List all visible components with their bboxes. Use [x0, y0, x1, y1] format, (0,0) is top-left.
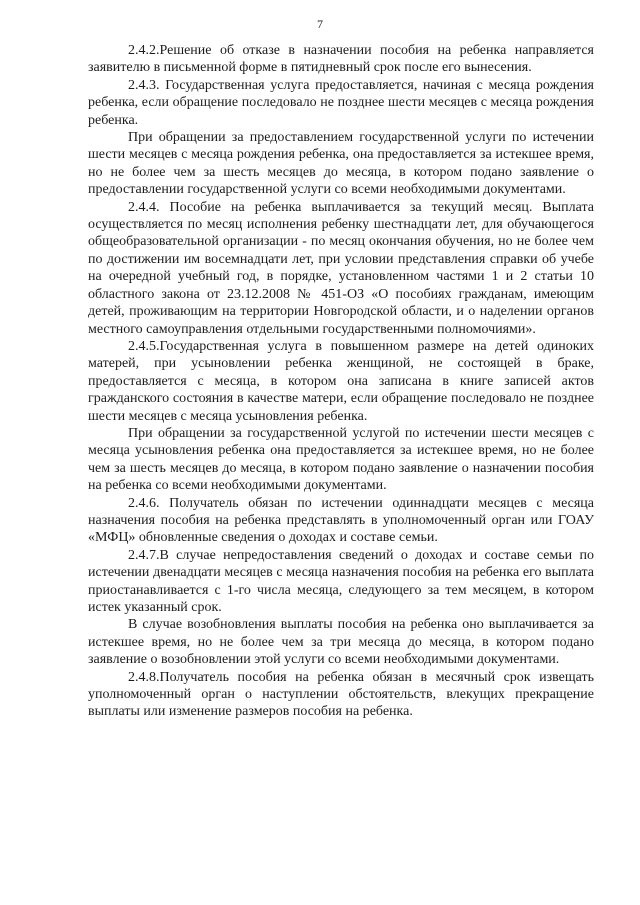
- document-body: [88, 42, 594, 721]
- paragraph-2-4-7: 2.4.7.В случае непредоставления сведений о доходах и составе семьи по истечении двенадцати месяцев с месяца назначения пособия на ребенка его выплата приостанавливается с 1-го числа месяца, следующего за тем месяцем, в котором истек указанный срок.: [88, 547, 594, 615]
- paragraph-2-4-5: 2.4.5.Государственная услуга в повышенном размере на детей одиноких матерей, при усыновлении ребенка женщиной, не состоящей в браке, предоставляется с месяца, в котором она записана в книге записей актов гражданского состояния в качестве матери, если обращение последовало не позднее шести месяцев с месяца усыновления ребенка.: [88, 338, 594, 424]
- paragraph-late-application-birth: При обращении за предоставлением государственной услуги по истечении шести месяцев с месяца рождения ребенка, она предоставляется за истекшее время, но не более чем за шесть месяцев до месяца, в котором подано заявление о предоставлении государственной услуги со всеми необходимыми документами.: [88, 130, 594, 198]
- paragraph-2-4-2: 2.4.2.Решение об отказе в назначении пособия на ребенка направляется заявителю в письменной форме в пятидневный срок после его вынесения.: [88, 43, 594, 76]
- page-number: 7: [317, 17, 323, 31]
- paragraph-2-4-3: 2.4.3. Государственная услуга предоставляется, начиная с месяца рождения ребенка, если обращение последовало не позднее шести месяцев с месяца рождения ребенка.: [88, 77, 594, 128]
- paragraph-2-4-8: 2.4.8.Получатель пособия на ребенка обязан в месячный срок извещать уполномоченный орган о наступлении обстоятельств, влекущих прекращение выплаты или изменение размеров пособия на ребенка.: [88, 669, 594, 720]
- paragraph-late-application-adoption: При обращении за государственной услугой по истечении шести месяцев с месяца усыновления ребенка она предоставляется за истекшее время, но не более чем за шесть месяцев до месяца, в котором подано заявление о назначении пособия на ребенка со всеми необходимыми документами.: [88, 425, 594, 494]
- paragraph-payment-resumption: В случае возобновления выплаты пособия на ребенка оно выплачивается за истекшее время, но не более чем за три месяца до месяца, в котором подано заявление о возобновлении этой услуги со всеми необходимыми документами.: [88, 617, 594, 668]
- paragraph-2-4-4: 2.4.4. Пособие на ребенка выплачивается за текущий месяц. Выплата осуществляется по месяц исполнения ребенку шестнадцати лет, для обучающегося общеобразовательной организации - по месяц окончания обучения, но не более чем по достижении им восемнадцати лет, при условии представления справки об учебе на очередной учебный год, в порядке, установленном частями 1 и 2 статьи 10 областного закона от 23.12.2008 № 451-ОЗ «О пособиях гражданам, имеющим детей, проживающим на территории Новгородской области, и о наделении органов местного самоуправления отдельными государственными полномочиями».: [88, 199, 594, 337]
- paragraph-2-4-6: 2.4.6. Получатель обязан по истечении одиннадцати месяцев с месяца назначения пособия на ребенка представлять в уполномоченный орган или ГОАУ «МФЦ» обновленные сведения о доходах и составе семьи.: [88, 495, 594, 546]
